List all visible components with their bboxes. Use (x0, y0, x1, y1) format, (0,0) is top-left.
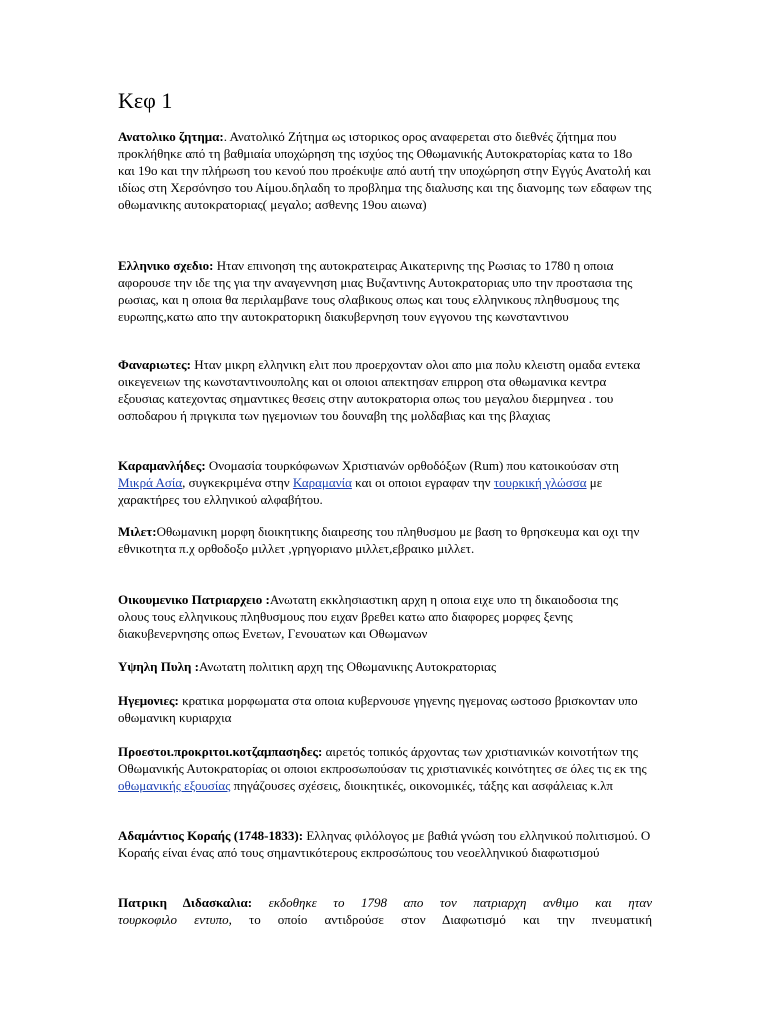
entry-text: Ανωτατη εκκλησιαστικη αρχη η οποια ειχε υπο τη δικαιοδοσια της ολους τους ελληνικους πληθυσμους που ειχαν βρεθει κατω απο διαφορες μορφες ξενης διακυβενερνησης οπως Ενετων, Γενουατων και Οθωμανων (118, 592, 619, 641)
entry-igemonies (118, 692, 652, 726)
entry-proestoi (118, 743, 652, 794)
entry-term: Πατρικη Διδασκαλια: (118, 895, 253, 910)
link-mikra-asia[interactable]: Μικρά Ασία (118, 475, 183, 490)
entry-text: με χαρακτήρες του ελληνικού αλφαβήτου. (118, 475, 603, 507)
entry-text: Ανωτατη πολιτικη αρχη της Οθωμανικης Αυτοκρατοριας (198, 659, 497, 674)
entry-term: Υψηλη Πυλη : (118, 659, 199, 674)
entry-oikoumeniko-patriarxeio (118, 591, 652, 642)
entry-patriki-didaskalia (118, 894, 652, 928)
entry-term: Αδαμάντιος Κοραής (1748-1833): (118, 828, 304, 843)
entry-term: Καραμανλήδες: (118, 458, 206, 473)
entry-text: Ονομασία τουρκόφωνων Χριστιανών ορθοδόξων (Rum) που κατοικούσαν στη (205, 458, 619, 473)
entry-milet (118, 523, 652, 557)
entry-text: αιρετός τοπικός άρχοντας των χριστιανικών κοινοτήτων της Οθωμανικής Αυτοκρατορίας οι οποιοι εκπροσωπούσαν τις χριστιανικές κοινότητες σε όλες τις εκ της (118, 744, 647, 776)
entry-text: τουρκοφιλο εντυπο, (118, 912, 232, 927)
entry-text: Ηταν επινοηση της αυτοκρατειρας Αικατερινης της Ρωσιας το 1780 η οποια αφορουσε την ιδε της για την αναγεννηση μιας Βυζαντινης Αυτοκρατοριας υπο την προστασια της ρωσιας, και η οποια θα περιλαμβανε τους σλαβικους οπως και τους ελληνικους πληθυσμους της ευρωπης,κατω απο την αυτοκρατορικη διακυβερνηση τουν εγγονου της κωνσταντινου (118, 258, 633, 324)
entry-text: Ελληνας φιλόλογος με βαθιά γνώση του ελληνικού πολιτισμού. Ο Κοραής είναι ένας από τους σημαντικότερους εκπροσώπους του νεοελληνικού διαφωτισμού (118, 828, 651, 860)
entry-anatoliko-zitima (118, 128, 652, 213)
entry-karamanlides (118, 457, 652, 508)
entry-text: Οθωμανικη μορφη διοικητικης διαιρεσης του πληθυσμου με βαση το θρησκευμα και οχι την εθνικοτητα π.χ ορθοδοξο μιλλετ ,γρηγοριανο μιλλετ,εβραικο μιλλετ. (118, 524, 640, 556)
entry-line (118, 911, 652, 928)
entry-text: Ηταν μικρη ελληνικη ελιτ που προερχονταν ολοι απο μια πολυ κλειστη ομαδα εντεκα οικεγενειων της κωνσταντινουπολης και οι οποιοι απεκτησαν επιρροη στα οθωμανικα κεντρα εξουσιας κατεχοντας σημαντικες θεσεις στην αυτοκρατορια οπως του μεγαλου διερμηνεα . του οσποδαρου ή πριγκιπα των ηγεμονιων του δουναβη της μολδαβιας και της βλαχιας (118, 357, 641, 423)
entry-term: Φαναριωτες: (118, 357, 191, 372)
entry-fanariotes (118, 356, 652, 424)
entry-text: και οι οποιοι εγραφαν την (351, 475, 494, 490)
entry-text: , συγκεκριμένα στην (182, 475, 293, 490)
link-tourkiki-glossa[interactable]: τουρκική γλώσσα (493, 475, 587, 490)
entry-text: κρατικα μορφωματα στα οποια κυβερνουσε γηγενης ηγεμονας ωστοσο βρισκονταν υπο οθωμανικη κυριαρχια (118, 693, 638, 725)
entry-text: εκδοθηκε το 1798 απο τον πατριαρχη ανθιμο και ηταν (252, 895, 652, 910)
page-title: Κεφ 1 (118, 88, 173, 113)
link-karamania[interactable]: Καραμανία (292, 475, 352, 490)
entry-text: το οποίο αντιδρούσε στον Διαφωτισμό και την πνευματική (231, 912, 652, 927)
entry-text: . Ανατολικό Ζήτημα ως ιστορικος ορος αναφερεται στο διεθνές ζήτημα που προκλήθηκε από τη βαθμιαία υποχώρηση της ισχύος της Οθωμανικής Αυτοκρατορίας κατα το 18ο και 19ο και την πλήρωση του κενού που προέκυψε από αυτή την υποχώρηση στην Εγγύς Ανατολή και ιδίως στη Χερσόνησο του Αίμου.δηλαδη το προβλημα της διαλυσης και της διανομης των εδαφων της οθωμανικης αυτοκρατοριας( μεγαλο; ασθενης 19ου αιωνα) (118, 129, 652, 212)
entry-term: Ανατολικο ζητημα: (118, 129, 224, 144)
link-othomanikis-exousias[interactable]: οθωμανικής εξουσίας (118, 778, 231, 793)
entry-korais (118, 827, 652, 861)
entry-text: πηγάζουσες σχέσεις, διοικητικές, οικονομικές, τάξης και ασφάλειας κ.λπ (230, 778, 613, 793)
entry-term: Ελληνικο σχεδιο: (118, 258, 214, 273)
entry-term: Οικουμενικο Πατριαρχειο : (118, 592, 270, 607)
document-page (118, 0, 652, 1024)
entry-term: Ηγεμονιες: (118, 693, 179, 708)
entry-term: Προεστοι.προκριτοι.κοτζαμπασηδες: (118, 744, 323, 759)
entry-line (118, 894, 652, 911)
entry-term: Μιλετ: (118, 524, 157, 539)
entry-elliniko-sxedio (118, 257, 652, 325)
entry-ypsili-pyli (118, 658, 652, 675)
